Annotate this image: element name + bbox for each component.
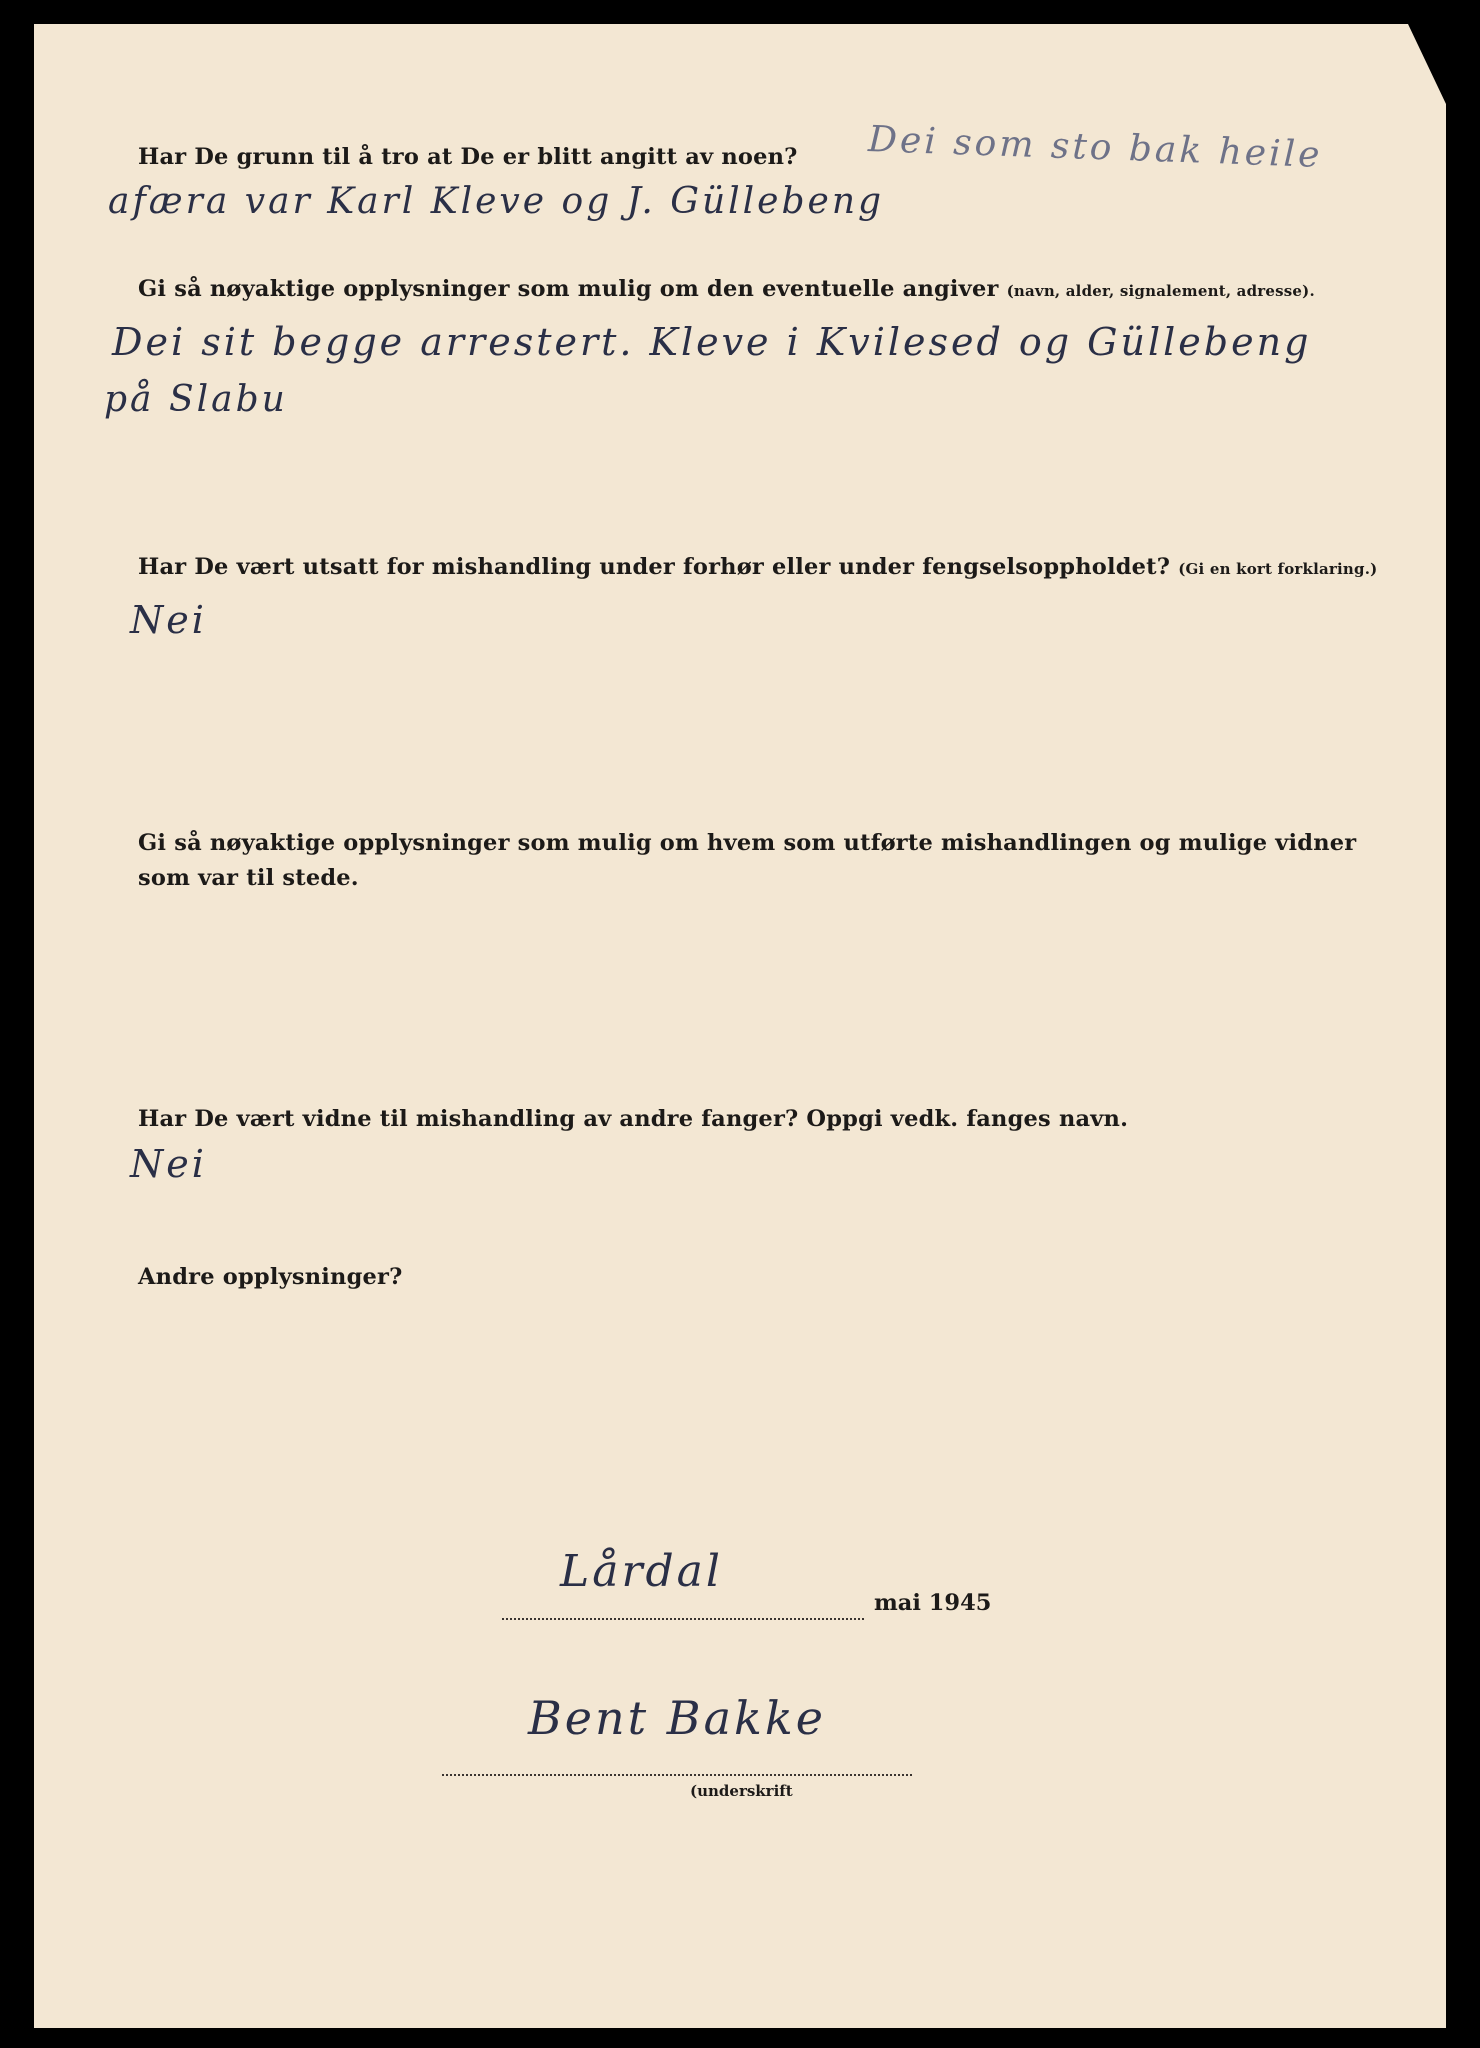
answer-witness: Nei	[130, 1142, 207, 1186]
answer-informer-line1: Dei sit begge arrestert. Kleve i Kvilesed og Güllebeng	[112, 320, 1312, 364]
question-denounced	[138, 140, 798, 175]
question-informer-details	[138, 272, 1315, 309]
question-informer-note: (navn, alder, signalement, adresse).	[1006, 282, 1315, 300]
answer-denounced-line1: Dei som sto bak heile	[867, 119, 1324, 176]
date-label: mai 1945	[874, 1590, 992, 1616]
answer-mistreatment: Nei	[130, 598, 207, 642]
place-dotted-line	[502, 1618, 864, 1620]
answer-informer-line2: på Slabu	[104, 379, 288, 420]
question-other-info	[138, 1260, 402, 1295]
signature-caption: (underskrift	[690, 1782, 793, 1800]
page-corner-fold	[1408, 24, 1446, 104]
signature-dotted-line	[442, 1774, 912, 1776]
place-handwritten: Lårdal	[560, 1546, 723, 1597]
question-mistreatment-text: Har De vært utsatt for mishandling under forhør eller under fengselsoppholdet?	[138, 554, 1171, 580]
answer-denounced-line2: afæra var Karl Kleve og J. Güllebeng	[108, 181, 885, 222]
question-perpetrators	[138, 826, 1356, 896]
question-witness-text: Har De vært vidne til mishandling av andre fanger? Oppgi vedk. fanges navn.	[138, 1106, 1129, 1132]
question-informer-text: Gi så nøyaktige opplysninger som mulig om den eventuelle angiver	[138, 276, 999, 302]
question-perpetrators-line1: Gi så nøyaktige opplysninger som mulig om hvem som utførte mishandlingen og mulige vidner	[138, 830, 1357, 856]
question-denounced-text: Har De grunn til å tro at De er blitt angitt av noen?	[138, 144, 798, 170]
question-mistreatment-note: (Gi en kort forklaring.)	[1178, 560, 1378, 578]
question-perpetrators-line2: som var til stede.	[138, 865, 359, 891]
question-witness	[138, 1102, 1128, 1137]
question-other-info-text: Andre opplysninger?	[138, 1264, 403, 1290]
signature-handwritten: Bent Bakke	[528, 1691, 826, 1745]
question-mistreatment	[138, 550, 1377, 587]
